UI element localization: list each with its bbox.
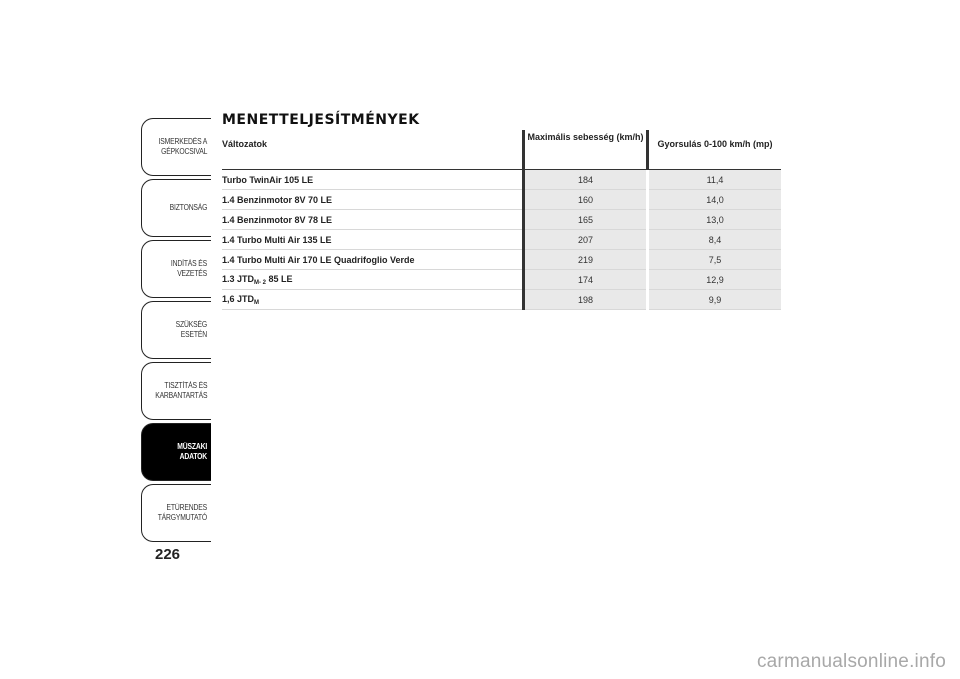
variant-cell [222, 210, 524, 230]
variant-suffix: 85 LE [266, 273, 293, 284]
page-title: MENETTELJESÍTMÉNYEK [222, 112, 420, 128]
tab-biztonsag[interactable] [141, 179, 211, 237]
max-speed-cell: 160 [524, 190, 648, 210]
variant-cell [222, 270, 524, 290]
table-row [222, 190, 781, 210]
table-row [222, 270, 781, 290]
page-number: 226 [155, 546, 181, 563]
max-speed-cell: 207 [524, 230, 648, 250]
tab-label: ISMERKEDÉS A GÉPKOCSIVAL [158, 137, 207, 156]
acceleration-cell: 12,9 [648, 270, 782, 290]
variant-name: 1,6 JTD [222, 293, 255, 304]
variant-subscript: M [254, 299, 260, 306]
table-row [222, 250, 781, 270]
max-speed-cell: 184 [524, 170, 648, 190]
variant-name: 1.4 Benzinmotor 8V 70 LE [222, 194, 333, 205]
acceleration-cell: 13,0 [648, 210, 782, 230]
tab-label: SZÜKSÉG ESETÉN [175, 320, 207, 339]
variant-subscript: M- 2 [254, 279, 267, 286]
tab-inditas-es-vezetes[interactable] [141, 240, 211, 298]
acceleration-cell: 11,4 [648, 170, 782, 190]
variant-cell [222, 230, 524, 250]
tab-szukseg-eseten[interactable] [141, 301, 211, 359]
performance-table [222, 130, 781, 310]
table-row [222, 210, 781, 230]
variant-cell [222, 170, 524, 190]
max-speed-cell: 219 [524, 250, 648, 270]
table-row [222, 230, 781, 250]
variant-name: Turbo TwinAir 105 LE [222, 174, 314, 185]
max-speed-cell: 165 [524, 210, 648, 230]
acceleration-cell: 14,0 [648, 190, 782, 210]
max-speed-cell: 198 [524, 290, 648, 310]
tab-label: MŰSZAKI ADATOK [177, 442, 207, 461]
header-max-speed: Maximális sebesség (km/h) [524, 130, 648, 170]
variant-cell [222, 250, 524, 270]
acceleration-cell: 7,5 [648, 250, 782, 270]
tab-label: BIZTONSÁG [169, 203, 207, 212]
tab-tisztitas-es-karbantartas[interactable] [141, 362, 211, 420]
max-speed-cell: 174 [524, 270, 648, 290]
header-acceleration: Gyorsulás 0-100 km/h (mp) [648, 130, 782, 170]
acceleration-cell: 8,4 [648, 230, 782, 250]
tab-label: INDÍTÁS ÉS VEZETÉS [170, 259, 207, 278]
variant-name: 1.4 Benzinmotor 8V 78 LE [222, 214, 333, 225]
variant-cell [222, 190, 524, 210]
table-header-row [222, 130, 781, 170]
variant-cell [222, 290, 524, 310]
tab-label: ETŰRENDES TÁRGYMUTATÓ [157, 503, 207, 522]
tab-ismerkedes[interactable] [141, 118, 211, 176]
table-row [222, 290, 781, 310]
variant-name: 1.4 Turbo Multi Air 170 LE Quadrifoglio Verde [222, 254, 415, 265]
tab-targymutato[interactable] [141, 484, 211, 542]
tab-muszaki-adatok[interactable] [141, 423, 211, 481]
tab-label: TISZTÍTÁS ÉS KARBANTARTÁS [154, 381, 207, 400]
table-row [222, 170, 781, 190]
acceleration-cell: 9,9 [648, 290, 782, 310]
variant-name: 1.3 JTD [222, 273, 255, 284]
variant-name: 1.4 Turbo Multi Air 135 LE [222, 234, 332, 245]
header-variants: Változatok [222, 130, 524, 170]
watermark: carmanualsonline.info [756, 651, 946, 672]
